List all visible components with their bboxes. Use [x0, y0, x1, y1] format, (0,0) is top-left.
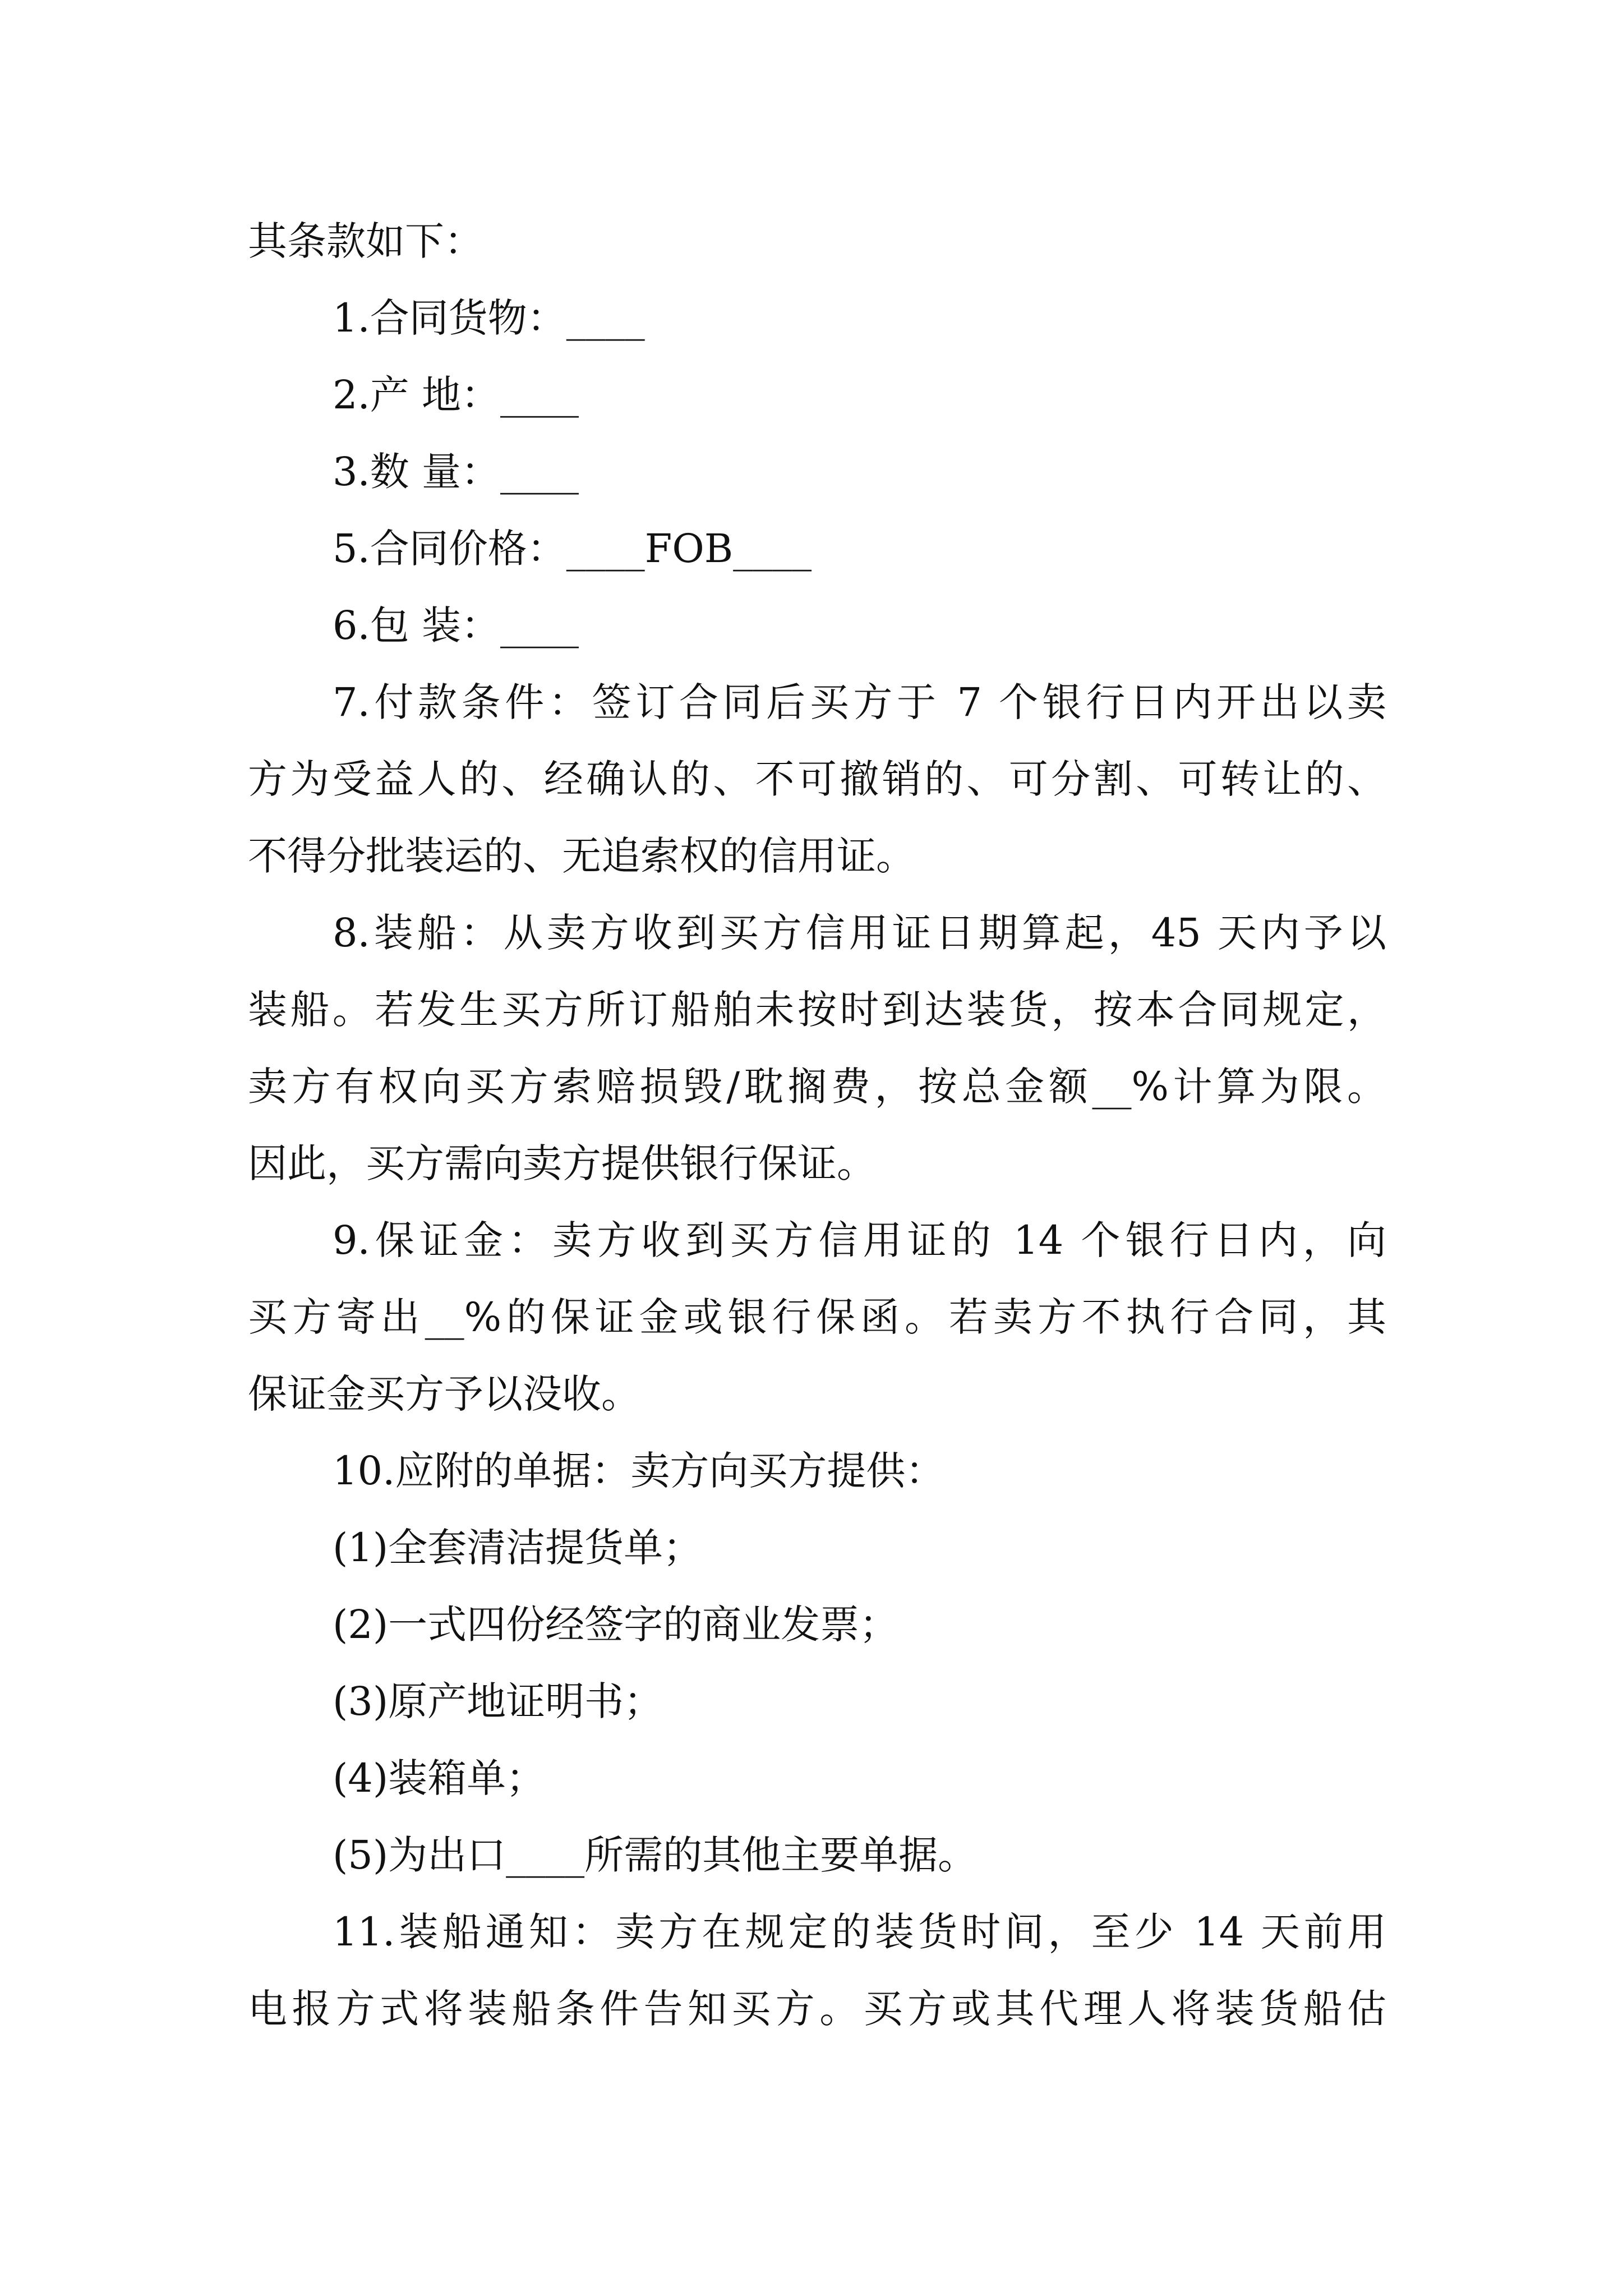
- document-item-1: (1)全套清洁提货单；: [333, 1525, 703, 1571]
- clause-1-goods: 1.合同货物：____: [333, 295, 645, 341]
- document-item-4: (4)装箱单；: [333, 1755, 546, 1801]
- clause-3-quantity: 3.数 量：____: [333, 449, 579, 495]
- document-item-2: (2)一式四份经签字的商业发票；: [333, 1602, 899, 1648]
- clause-8-shipment-line-1: 8.装船：从卖方收到买方信用证日期算起，45 天内予以: [333, 910, 1386, 956]
- clause-9-deposit-line-3: 保证金买方予以没收。: [248, 1371, 640, 1417]
- document-item-5: (5)为出口____所需的其他主要单据。: [333, 1832, 978, 1878]
- clause-7-payment-line-1: 7.付款条件：签订合同后买方于 7 个银行日内开出以卖: [333, 679, 1386, 725]
- clause-6-packing: 6.包 装：____: [333, 602, 579, 648]
- clause-5-price: 5.合同价格：____FOB____: [333, 526, 812, 572]
- clause-2-origin: 2.产 地：____: [333, 372, 579, 418]
- clause-7-payment-line-2: 方为受益人的、经确认的、不可撤销的、可分割、可转让的、: [248, 756, 1386, 802]
- document-item-3: (3)原产地证明书；: [333, 1678, 663, 1724]
- clause-11-notice-line-1: 11.装船通知：卖方在规定的装货时间，至少 14 天前用: [333, 1909, 1386, 1955]
- clause-8-shipment-line-3: 卖方有权向买方索赔损毁/耽搁费，按总金额__%计算为限。: [248, 1064, 1386, 1110]
- intro-line: 其条款如下：: [248, 218, 483, 264]
- clause-8-shipment-line-4: 因此，买方需向卖方提供银行保证。: [248, 1140, 876, 1186]
- clause-10-documents: 10.应附的单据：卖方向买方提供：: [333, 1448, 945, 1494]
- clause-7-payment-line-3: 不得分批装运的、无追索权的信用证。: [248, 833, 915, 879]
- clause-8-shipment-line-2: 装船。若发生买方所订船舶未按时到达装货，按本合同规定，: [248, 987, 1386, 1033]
- clause-11-notice-line-2: 电报方式将装船条件告知买方。买方或其代理人将装货船估: [248, 1986, 1386, 2032]
- clause-9-deposit-line-2: 买方寄出__%的保证金或银行保函。若卖方不执行合同，其: [248, 1294, 1386, 1340]
- clause-9-deposit-line-1: 9.保证金：卖方收到买方信用证的 14 个银行日内，向: [333, 1217, 1386, 1263]
